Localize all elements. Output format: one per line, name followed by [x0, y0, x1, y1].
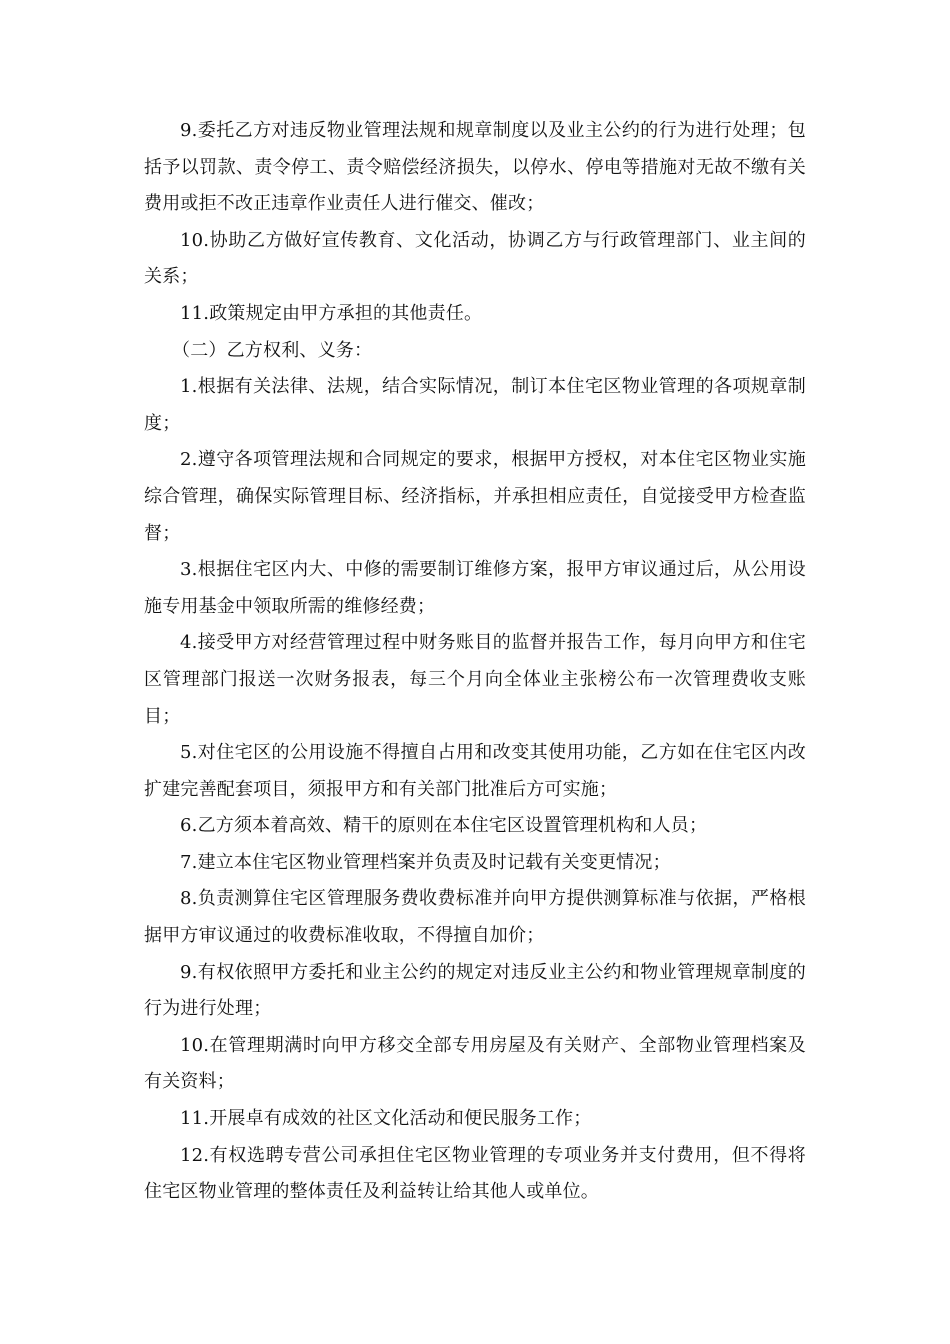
paragraph-a11: 11.政策规定由甲方承担的其他责任。: [180, 302, 483, 324]
paragraph-b12: 12.有权选聘专营公司承担住宅区物业管理的专项业务并支付费用，但不得将住宅区物业管理的整体责任及利益转让给其他人或单位。: [144, 1144, 806, 1203]
paragraph-b9: 9.有权依照甲方委托和业主公约的规定对违反业主公约和物业管理规章制度的行为进行处理；: [144, 961, 806, 1020]
paragraph-b2: 2.遵守各项管理法规和合同规定的要求，根据甲方授权，对本住宅区物业实施综合管理，确保实际管理目标、经济指标，并承担相应责任，自觉接受甲方检查监督；: [144, 449, 806, 544]
section-heading-party-b: （二）乙方权利、义务：: [172, 339, 373, 361]
paragraph-b11: 11.开展卓有成效的社区文化活动和便民服务工作；: [180, 1108, 592, 1130]
paragraph-a9: 9.委托乙方对违反物业管理法规和规章制度以及业主公约的行为进行处理；包括予以罚款、责令停工、责令赔偿经济损失，以停水、停电等措施对无故不缴有关费用或拒不改正违章作业责任人进行催交、催改；: [144, 120, 806, 215]
document-body: [144, 113, 806, 1211]
paragraph-b3: 3.根据住宅区内大、中修的需要制订维修方案，报甲方审议通过后，从公用设施专用基金中领取所需的维修经费；: [144, 559, 806, 617]
paragraph-b6: 6.乙方须本着高效、精干的原则在本住宅区设置管理机构和人员；: [180, 815, 708, 837]
paragraph-b7: 7.建立本住宅区物业管理档案并负责及时记载有关变更情况；: [180, 851, 671, 873]
paragraph-b8: 8.负责测算住宅区管理服务费收费标准并向甲方提供测算标准与依据，严格根据甲方审议通过的收费标准收取，不得擅自加价；: [144, 888, 806, 947]
paragraph-b10: 10.在管理期满时向甲方移交全部专用房屋及有关财产、全部物业管理档案及有关资料；: [144, 1034, 806, 1093]
paragraph-b1: 1.根据有关法律、法规，结合实际情况，制订本住宅区物业管理的各项规章制度；: [144, 376, 806, 434]
paragraph-b4: 4.接受甲方对经营管理过程中财务账目的监督并报告工作，每月向甲方和住宅区管理部门报送一次财务报表，每三个月向全体业主张榜公布一次管理费收支账目；: [144, 632, 806, 727]
paragraph-b5: 5.对住宅区的公用设施不得擅自占用和改变其使用功能，乙方如在住宅区内改扩建完善配套项目，须报甲方和有关部门批准后方可实施；: [144, 742, 806, 800]
paragraph-a10: 10.协助乙方做好宣传教育、文化活动，协调乙方与行政管理部门、业主间的关系；: [144, 229, 806, 288]
